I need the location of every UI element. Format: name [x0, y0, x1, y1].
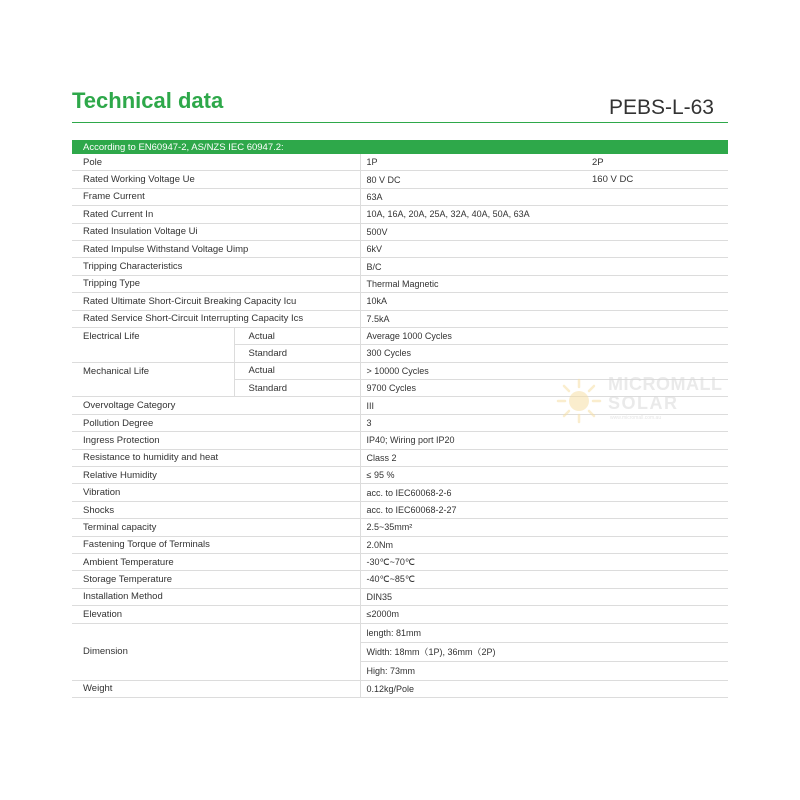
- row-value: -30℃~70℃: [360, 553, 728, 570]
- row-label: Weight: [72, 680, 360, 697]
- watermark-line2: SOLAR: [608, 393, 679, 413]
- row-label: Pole: [72, 154, 360, 171]
- row-label: Elevation: [72, 606, 360, 623]
- table-header-row: [72, 140, 728, 154]
- row-value: 6kV: [360, 240, 728, 257]
- row-value-2p: 160 V DC: [592, 171, 728, 188]
- table-row: [72, 536, 728, 553]
- table-row: [72, 571, 728, 588]
- row-value: III: [360, 397, 728, 414]
- row-value: Average 1000 Cycles: [360, 327, 728, 344]
- row-label: Tripping Type: [72, 275, 360, 292]
- watermark-logo: [556, 372, 736, 430]
- sun-icon: [556, 378, 602, 424]
- sub-label-standard: Standard: [234, 345, 360, 362]
- standard-reference: According to EN60947-2, AS/NZS IEC 60947.2:: [72, 140, 728, 154]
- table-row: [72, 327, 728, 344]
- row-value: 3: [360, 414, 728, 431]
- row-value: IP40; Wiring port IP20: [360, 432, 728, 449]
- table-row: [72, 188, 728, 205]
- row-label: Rated Current In: [72, 206, 360, 223]
- row-label: Shocks: [72, 501, 360, 518]
- row-label: Rated Impulse Withstand Voltage Uimp: [72, 240, 360, 257]
- row-value-1p: 1P: [360, 154, 592, 171]
- sub-label-actual: Actual: [234, 327, 360, 344]
- row-label: Installation Method: [72, 588, 360, 605]
- table-row: [72, 484, 728, 501]
- row-value: acc. to IEC60068-2-27: [360, 501, 728, 518]
- table-row: [72, 501, 728, 518]
- row-label: Ingress Protection: [72, 432, 360, 449]
- watermark-url: www.micromall.com.au: [610, 415, 662, 421]
- table-row: [72, 275, 728, 292]
- watermark-line1: MICROMALL: [608, 374, 723, 394]
- row-value: ≤ 95 %: [360, 467, 728, 484]
- row-label: Frame Current: [72, 188, 360, 205]
- table-row: [72, 171, 728, 188]
- table-row: [72, 223, 728, 240]
- row-value: acc. to IEC60068-2-6: [360, 484, 728, 501]
- table-row: [72, 680, 728, 697]
- table-row: [72, 553, 728, 570]
- row-value: 9700 Cycles: [360, 380, 728, 397]
- row-label: Rated Ultimate Short-Circuit Breaking Capacity Icu: [72, 293, 360, 310]
- row-label: Vibration: [72, 484, 360, 501]
- row-label: Storage Temperature: [72, 571, 360, 588]
- row-value: B/C: [360, 258, 728, 275]
- sub-label-actual: Actual: [234, 362, 360, 379]
- table-row: [72, 154, 728, 171]
- table-row: [72, 467, 728, 484]
- table-row: [72, 519, 728, 536]
- row-label: Rated Insulation Voltage Ui: [72, 223, 360, 240]
- row-label: Ambient Temperature: [72, 553, 360, 570]
- row-value: 2.5~35mm²: [360, 519, 728, 536]
- row-value: 10kA: [360, 293, 728, 310]
- row-label: Resistance to humidity and heat: [72, 449, 360, 466]
- table-row: [72, 310, 728, 327]
- row-value-2p: 2P: [592, 154, 728, 171]
- row-value: 0.12kg/Pole: [360, 680, 728, 697]
- sub-label-standard: Standard: [234, 380, 360, 397]
- row-value: ≤2000m: [360, 606, 728, 623]
- row-value: > 10000 Cycles: [360, 362, 728, 379]
- row-label: Pollution Degree: [72, 414, 360, 431]
- row-label-dimension: Dimension: [72, 623, 360, 680]
- row-value: Class 2: [360, 449, 728, 466]
- row-value-1p: 80 V DC: [360, 171, 592, 188]
- table-row: [72, 588, 728, 605]
- table-row: [72, 449, 728, 466]
- row-value: 300 Cycles: [360, 345, 728, 362]
- page-title: Technical data: [72, 88, 224, 113]
- row-value: 10A, 16A, 20A, 25A, 32A, 40A, 50A, 63A: [360, 206, 728, 223]
- row-label-electrical-life: Electrical Life: [72, 327, 234, 362]
- table-row: [72, 623, 728, 642]
- row-value: -40℃~85℃: [360, 571, 728, 588]
- dimension-height: High: 73mm: [360, 661, 728, 680]
- row-value: 63A: [360, 188, 728, 205]
- row-label: Rated Service Short-Circuit Interrupting Capacity Ics: [72, 310, 360, 327]
- dimension-width: Width: 18mm（1P), 36mm（2P): [360, 642, 728, 661]
- table-row: [72, 432, 728, 449]
- table-row: [72, 606, 728, 623]
- row-value: 2.0Nm: [360, 536, 728, 553]
- row-label: Overvoltage Category: [72, 397, 360, 414]
- table-row: [72, 240, 728, 257]
- row-label: Rated Working Voltage Ue: [72, 171, 360, 188]
- table-row: [72, 293, 728, 310]
- row-value: DIN35: [360, 588, 728, 605]
- row-label-mechanical-life: Mechanical Life: [72, 362, 234, 397]
- title-rule: [72, 122, 728, 123]
- row-label: Tripping Characteristics: [72, 258, 360, 275]
- table-row: [72, 258, 728, 275]
- row-value: 500V: [360, 223, 728, 240]
- dimension-length: length: 81mm: [360, 623, 728, 642]
- row-label: Terminal capacity: [72, 519, 360, 536]
- row-value: Thermal Magnetic: [360, 275, 728, 292]
- model-number: PEBS-L-63: [608, 96, 714, 119]
- row-label: Relative Humidity: [72, 467, 360, 484]
- table-row: [72, 206, 728, 223]
- row-label: Fastening Torque of Terminals: [72, 536, 360, 553]
- row-value: 7.5kA: [360, 310, 728, 327]
